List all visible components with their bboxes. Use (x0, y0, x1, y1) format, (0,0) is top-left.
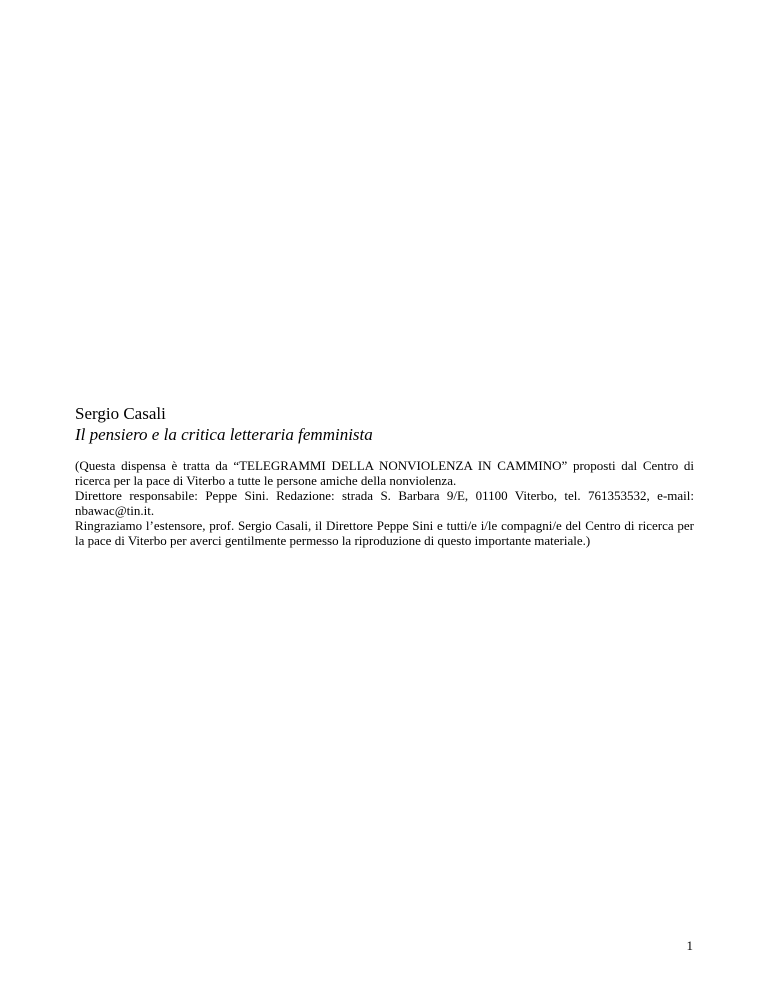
intro-paragraph-thanks: Ringraziamo l’estensore, prof. Sergio Casali, il Direttore Peppe Sini e tutti/e i/le compagni/e del Centro di ricerca per la pace di Viterbo per averci gentilmente permesso la riproduzione di questo importante materiale.) (75, 518, 694, 548)
intro-text (75, 458, 694, 548)
intro-paragraph-source: (Questa dispensa è tratta da “TELEGRAMMI DELLA NONVIOLENZA IN CAMMINO” proposti dal Centro di ricerca per la pace di Viterbo a tutte le persone amiche della nonviolenza. (75, 458, 694, 488)
document-title: Il pensiero e la critica letteraria femminista (75, 425, 373, 444)
author-name: Sergio Casali (75, 404, 166, 423)
intro-paragraph-editorial: Direttore responsabile: Peppe Sini. Redazione: strada S. Barbara 9/E, 01100 Viterbo, tel. 761353532, e-mail: nbawac@tin.it. (75, 488, 694, 518)
page-number: 1 (686, 938, 693, 953)
